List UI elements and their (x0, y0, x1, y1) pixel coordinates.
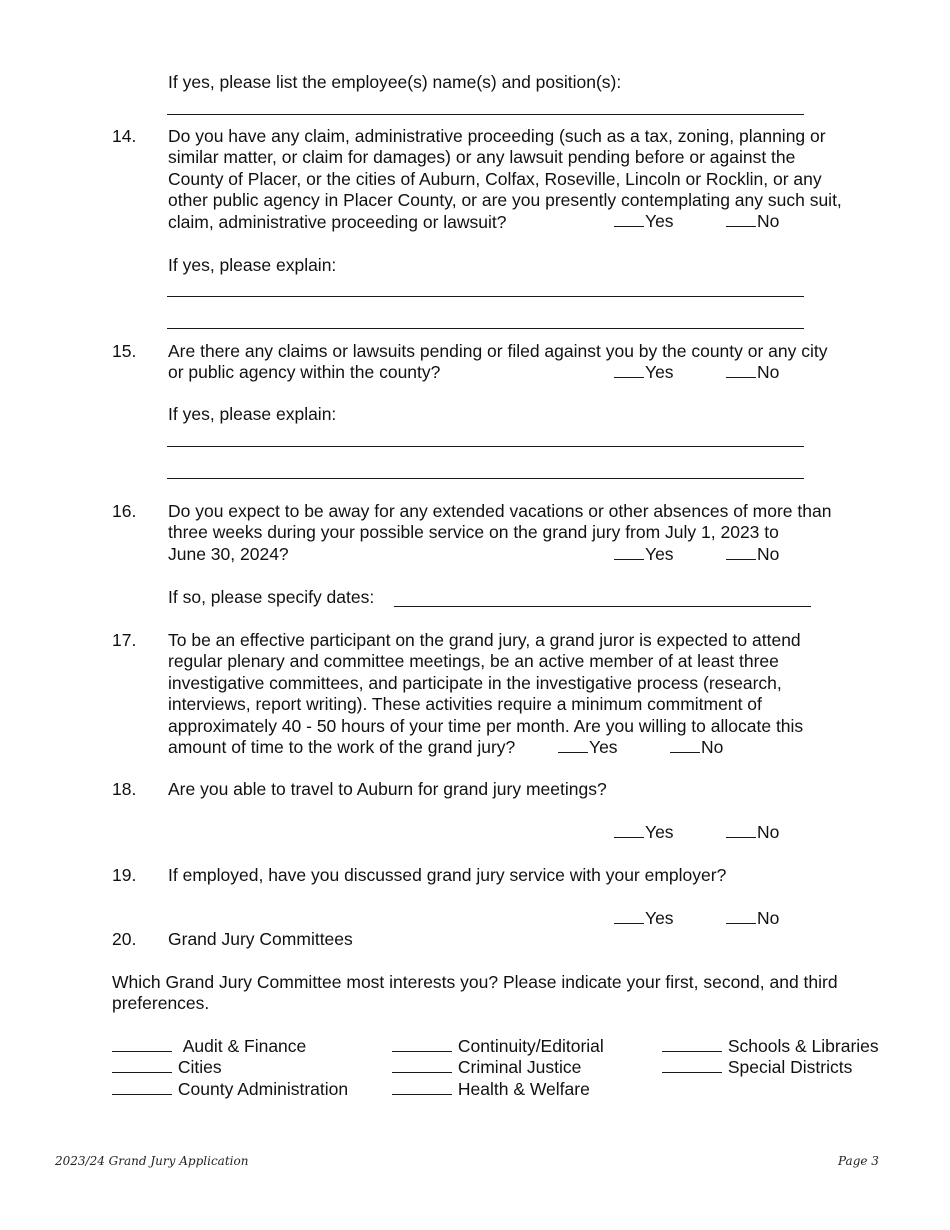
q16-dates-line[interactable] (394, 606, 811, 607)
q14-line: Do you have any claim, administrative proceeding (such as a tax, zoning, planning or (168, 126, 826, 146)
committee-column-3 (662, 1036, 879, 1079)
committee-column-2 (392, 1036, 604, 1100)
q15-number: 15. (112, 341, 137, 361)
q18-no-blank[interactable] (726, 822, 756, 838)
committee-label: Audit & Finance (182, 1036, 307, 1056)
q14-line: other public agency in Placer County, or are you presently contemplating any such suit, (168, 190, 842, 211)
q18-no-option[interactable] (726, 822, 779, 843)
q20-prompt-line: preferences. (112, 993, 210, 1014)
q14-no-blank[interactable] (726, 211, 756, 227)
q15-answer-line-2[interactable] (167, 478, 804, 479)
q15-no-option[interactable] (726, 362, 779, 383)
committee-option[interactable] (662, 1057, 879, 1078)
q17-yes-option[interactable] (558, 737, 618, 758)
q19-yes-blank[interactable] (614, 908, 644, 924)
q19-no-blank[interactable] (726, 908, 756, 924)
q18-number: 18. (112, 779, 137, 799)
q16-no-label: No (757, 544, 780, 564)
q15-yes-blank[interactable] (614, 362, 644, 378)
q16-line: Do you expect to be away for any extended vacations or other absences of more than (168, 501, 832, 521)
q17-line: approximately 40 - 50 hours of your time per month. Are you willing to allocate this (168, 715, 804, 736)
q18-yes-option[interactable] (614, 822, 674, 843)
q15-no-label: No (757, 362, 780, 382)
committee-label: County Administration (177, 1078, 349, 1099)
q17-line: regular plenary and committee meetings, be an active member of at least three (168, 651, 779, 672)
q19-no-label: No (757, 908, 780, 928)
q14-answer-line-1[interactable] (167, 296, 804, 297)
q17-no-label: No (701, 737, 724, 757)
footer-page-number: Page 3 (838, 1154, 879, 1168)
q19-number: 19. (112, 865, 137, 885)
committee-column-1 (112, 1036, 348, 1100)
committee-option[interactable] (392, 1079, 604, 1100)
q15-line: or public agency within the county? (168, 362, 441, 383)
committee-option[interactable] (112, 1057, 348, 1078)
q16-line: June 30, 2024? (168, 543, 289, 564)
committee-option[interactable] (392, 1057, 604, 1078)
q18-yes-blank[interactable] (614, 822, 644, 838)
q15-followup-label: If yes, please explain: (168, 404, 337, 424)
q15-yes-option[interactable] (614, 362, 674, 383)
q20-prompt-line: Which Grand Jury Committee most interests you? Please indicate your first, second, and third (112, 972, 838, 992)
committee-label: Schools & Libraries (727, 1036, 879, 1056)
committee-rank-blank[interactable] (392, 1036, 452, 1052)
committee-rank-blank[interactable] (662, 1057, 722, 1073)
q15-yes-label: Yes (645, 362, 674, 382)
footer-document-title: 2023/24 Grand Jury Application (55, 1154, 249, 1168)
q20-prompt (112, 972, 838, 1015)
q14-line: similar matter, or claim for damages) or any lawsuit pending before or against the (168, 147, 796, 168)
q20-number: 20. (112, 929, 137, 949)
q17-yes-label: Yes (589, 737, 618, 757)
q17-yes-blank[interactable] (558, 737, 588, 753)
q19-yes-label: Yes (645, 908, 674, 928)
q14-no-option[interactable] (726, 211, 779, 232)
q15-answer-line-1[interactable] (167, 446, 804, 447)
committee-option[interactable] (662, 1036, 879, 1057)
q17-no-blank[interactable] (670, 737, 700, 753)
committee-rank-blank[interactable] (662, 1036, 722, 1052)
committee-rank-blank[interactable] (112, 1057, 172, 1073)
committee-rank-blank[interactable] (112, 1079, 172, 1095)
q13-followup-label: If yes, please list the employee(s) name(s) and position(s): (168, 72, 622, 92)
committee-label: Criminal Justice (457, 1057, 582, 1078)
q20-title: Grand Jury Committees (168, 929, 353, 949)
q17-line: amount of time to the work of the grand jury? (168, 737, 516, 758)
committee-rank-blank[interactable] (392, 1079, 452, 1095)
q16-yes-option[interactable] (614, 544, 674, 565)
q17-line: interviews, report writing). These activities require a minimum commitment of (168, 694, 762, 715)
committee-rank-blank[interactable] (112, 1036, 172, 1052)
q15-no-blank[interactable] (726, 362, 756, 378)
q17-line: investigative committees, and participate in the investigative process (research, (168, 672, 782, 693)
q19-yes-option[interactable] (614, 908, 674, 929)
committee-label: Health & Welfare (457, 1078, 590, 1099)
q16-number: 16. (112, 501, 137, 521)
q16-line: three weeks during your possible service on the grand jury from July 1, 2023 to (168, 522, 779, 543)
q14-line: County of Placer, or the cities of Auburn, Colfax, Roseville, Lincoln or Rocklin, or any (168, 168, 822, 189)
q18-yes-label: Yes (645, 822, 674, 842)
q14-yes-option[interactable] (614, 211, 674, 232)
committee-label: Cities (177, 1057, 222, 1078)
q14-number: 14. (112, 126, 137, 146)
q14-no-label: No (757, 211, 780, 231)
q18-no-label: No (757, 822, 780, 842)
q19-no-option[interactable] (726, 908, 779, 929)
committee-label: Continuity/Editorial (457, 1036, 604, 1056)
q17-line: To be an effective participant on the grand jury, a grand juror is expected to attend (168, 630, 801, 650)
committee-option[interactable] (112, 1079, 348, 1100)
q14-answer-line-2[interactable] (167, 328, 804, 329)
q17-no-option[interactable] (670, 737, 723, 758)
committee-rank-blank[interactable] (392, 1057, 452, 1073)
q14-yes-blank[interactable] (614, 211, 644, 227)
q16-yes-label: Yes (645, 544, 674, 564)
q14-line: claim, administrative proceeding or lawsuit? (168, 211, 507, 232)
q16-no-blank[interactable] (726, 544, 756, 560)
q14-yes-label: Yes (645, 211, 674, 231)
committee-option[interactable] (392, 1036, 604, 1057)
q13-answer-line[interactable] (167, 114, 804, 115)
q16-yes-blank[interactable] (614, 544, 644, 560)
q14-followup-label: If yes, please explain: (168, 255, 337, 275)
q17-number: 17. (112, 630, 137, 650)
q16-followup-label: If so, please specify dates: (168, 587, 375, 607)
committee-option[interactable] (112, 1036, 348, 1057)
q15-line: Are there any claims or lawsuits pending or filed against you by the county or any city (168, 341, 828, 361)
q19-question: If employed, have you discussed grand jury service with your employer? (168, 865, 727, 885)
q18-question: Are you able to travel to Auburn for grand jury meetings? (168, 779, 607, 799)
q16-no-option[interactable] (726, 544, 779, 565)
committee-label: Special Districts (727, 1057, 853, 1078)
